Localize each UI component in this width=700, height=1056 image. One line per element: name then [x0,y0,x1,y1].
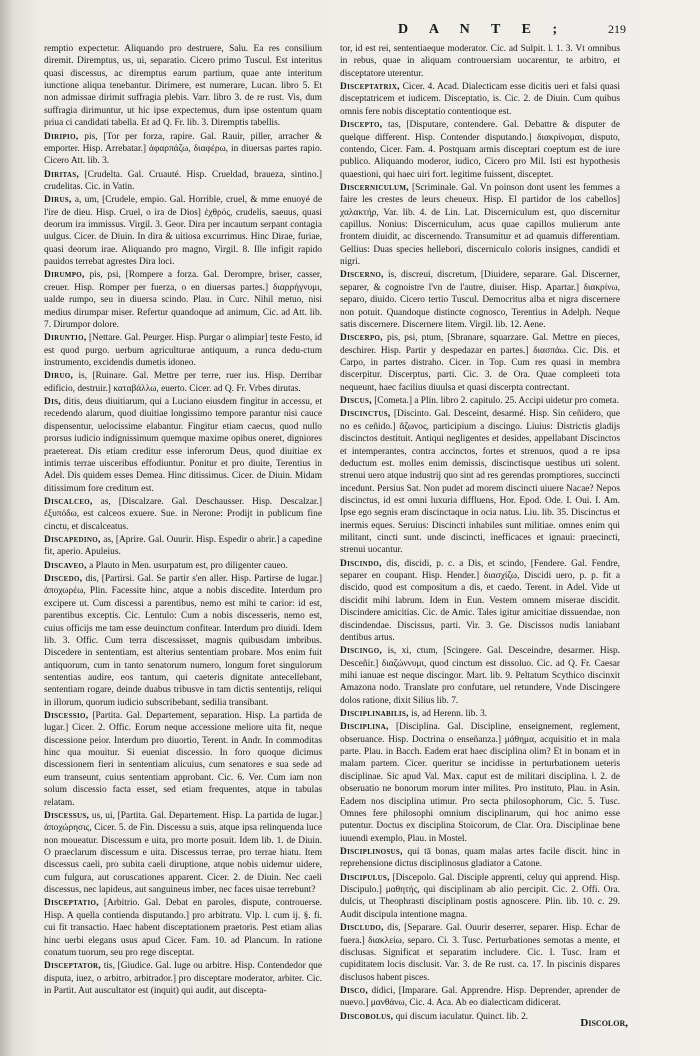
entry-headword: Disciplina, [340,722,389,733]
entry-text: pis, [Tor per forza, rapire. Gal. Rauir, piller, arracher & emporter. Hisp. Arrebatar.] ἀφαρπάζω, διαφέρω, in diuersas partes rapio. Cicero Att. lib. 3. [44,131,322,167]
entry-headword: Discapedino, [44,535,101,546]
entry-headword: Discalceo, [44,496,93,507]
entry-text: Cicer. 4. Acad. Dialecticam esse dicitis ueri et falsi quasi disceptatricem et iudicem. Disceptatio, is. Cic. 2. de Diuin. Cum quibus omnis fere nobis disceptatio contentioque est. [340,82,620,117]
dictionary-entry [340,119,620,181]
dictionary-entry [340,81,620,118]
dictionary-entry [340,645,620,707]
entry-headword: Discessio, [44,711,89,722]
entry-headword: Diripio, [44,131,79,142]
dictionary-entry [44,131,322,168]
entry-text: tis, [Giudice. Gal. Iuge ou arbitre. Hisp. Contendedor que disputa, iuez, o arbitro, arbitrador.] pro disceptare moderator, arbiter. Cic. in Partit. Aut auscultator est (inquit) qui audit, aut discepta- [44,961,322,996]
entry-text: is, ad Herenn. lib. 3. [411,709,488,720]
entry-text: [Arbitrio. Gal. Debat en paroles, dispute, controuerse. Hisp. A quella contienda disputando.] pro arbitratu. Vlp. l. cum ij. §. fi. cui fit transactio. Haec habent disceptationem praetoris. Pest etiam alias hinc uerbi elegans usus apud Cicer. Fam. 10. ad Plancum. In ratione conatum tuorum, seu pro rege disceptat. [44,898,322,958]
entry-headword: Diruo, [44,371,74,382]
entry-headword: Discerpo, [340,333,383,344]
entry-text: [Discepolo. Gal. Disciple apprenti, celuy qui apprend. Hisp. Discipulo.] μαθητής, qui disciplinam ab alio percipit. Cic. 2. Offi. Ora. dulcis, ut Theophrasti disciplinam postis agnoscere. Plin. lib. 10. c. 29. Audit discipula intentione magna. [340,872,620,920]
dictionary-entry [44,534,322,559]
dictionary-entry [340,182,620,269]
right-column [340,43,620,1028]
entry-headword: Discindo, [340,558,382,569]
entry-headword: Disceptatrix, [340,82,400,93]
dictionary-entry [44,573,322,709]
dictionary-entry [340,558,620,645]
entry-text: pis, psi, [Rompere a forza. Gal. Derompre, briser, casser, creuer. Hisp. Romper per fuerza, o en diuersas partes.] διαρρήγνυμι, ualde rumpo, seu in diuersa scindo. Plau. in Curc. Nihil metuo, nisi medius dirumpar miser. Refertur quandoque ad animum, Cic. ad Att. lib. 7. Dirumpor dolore. [44,270,322,330]
entry-headword: Disciplinosus, [340,847,403,857]
dictionary-entry [340,922,620,984]
entry-headword: Diritas, [44,169,80,180]
dictionary-entry [44,897,322,959]
entry-text: [Cometa.] a Plin. libro 2. capitulo. 25. Accipi uidetur pro cometa. [374,396,619,407]
entry-text: is, discreui, discretum, [Diuidere, separare. Gal. Discerner, separer, & cognoistre l'vn de l'autre, diuiser. Hisp. Apartar.] διακρίνω, separo, diuido. Cicero tertio Tuscul. Democritus alba et nigra discernere non potuit. Quandoque distincte cognosco, Terentius in Adelph. Neque satis discernere. Discernere litem. Virgil. lib. 12. Aene. [340,270,620,330]
entry-text: dis, discidi, p. c. a Dis, et scindo, [Fendere. Gal. Fendre, separer en coupant. Hisp. Hender.] διασχίζω, Discidi uero, p. p. fit a discido, quod est compositum a dis, et caedo. Terent. in Adel. Vide ut discidit mihi labrum. Idem in Eun. Vestem omnem miserae discidit. Discindere amicitias. Cic. de Amic. Tales igitur amicitiae dissuendae, non discindendae. Discissus, parti. Vir. 3. Ge. Discissos nudis laniabant dentibus artus. [340,558,620,643]
dictionary-entry [44,810,322,897]
dictionary-entry [340,269,620,331]
entry-text: [Scriminale. Gal. Vn poinson dont usent les femmes a faire les crestes de leurs cheueux. Hisp. El partidor de los cabellos] χαλακτήρ, Var. lib. 4. de Lin. Lat. Discerniculum est, quo discernitur capillus. Nonius: Discerniculum, acus quae capillos mulierum ante frontem diuidit, ac discernendo. Transumitur et ad quamuis differentiam. Gellius: Duas species hellebori, discerniculo coloris insignes, candidi et nigri. [340,182,620,268]
entry-headword: Disciplinabilis, [340,709,409,720]
entry-headword: Discingo, [340,646,383,657]
dictionary-entry [44,194,322,268]
entry-headword: Disceptatio, [44,898,99,909]
entry-text: is, xi, ctum, [Scingere. Gal. Desceindre, desarmer. Hisp. Desceñir.] διαζώννυμι, quod cinctum est dissoluo. Cic. ad Q. Fr. Caesar mihi ianuae est neque discingor. Mart. lib. 9. Peltatum Scythico discinxit Amazona nodo. Translate pro confutare, uel retundere, Vnde Discingere dolos ratione, dixit Silius lib. 7. [340,646,620,706]
entry-text: tor, id est rei, sententiaeque moderator. Cic. ad Sulpit. l. 1. 3. Vt omnibus in rebus, quae in aliquam controuersiam uocarentur, te arbitro, et disceptatore uterentur. [340,44,620,79]
entry-headword: Discedo, [44,574,83,585]
page-number: 219 [608,22,626,36]
dictionary-entry [340,43,620,80]
dictionary-entry [340,721,620,845]
dictionary-entry [44,370,322,395]
entry-text: is, [Ruinare. Gal. Mettre per terre, ruer ius. Hisp. Derribar edificio, destruir.] καταβάλλω, euerto. Cicer. ad Q. Fr. Vrbes dirutas. [44,371,322,394]
entry-text: remptio expectetur. Aliquando pro destruere, Salu. Ea res consilium diremit. Diremptus, us, ui, separatio. Cicero primo Tuscul. Est interitus quasi discessus, ac diremptus earum partium, quae ante interitum iunctione aliqua tenebantur. Dirimere, est numerare, Lucan. libro 5. Et non admissae dirimit suffragia plebis. Varr. libro 3. de re rust. Vis, dum suffragia dirimuntur, ut hic ipse expectemus, dum ipse ostentum quam priua ci candidati tabella. Et ad Q. Fr. lib. 3. Diremptis tabellis. [44,44,322,129]
entry-headword: Discinctus, [340,409,391,420]
entry-text: dis, [Separare. Gal. Ouurir deserrer, separer. Hisp. Echar de fuera.] διακλείω, separo. Ci. 3. Tusc. Perturbationes semotas a mente, et disclusas. Significat et separatim includere. Cic. I. Tusc. Iram et cupiditatem locis disclusit. Var. 3. de Re rust. ca. 17. In piscinis dispares disclusos habent pisces. [340,923,620,983]
entry-text: as, [Aprire. Gal. Ouurir. Hisp. Espedir o abrir.] a capedine fit, aperio. Apuleius. [44,535,322,558]
dictionary-entry [340,408,620,556]
page-header [0,22,700,40]
dictionary-entry [340,846,620,871]
entry-headword: Diruntio, [44,333,87,344]
entry-text: [Disciplina. Gal. Discipline, enseignement, reglement, obseruance. Hisp. Doctrina o enseñanza.] μάθημα, acquisitio et in mala parte. Plau. in Bacch. Eadem erat haec disciplina olim? Et in bonam et in malam partem. Cicer. queritur se incidisse in perturbationem ueteris disciplinae. Sic apud Val. Max. caput est de militari disciplina. l. 2. de obseruatio ne bonorum morum inter milites. Pro instituto, Plau. in Asin. Eadem nos disciplina utimur. Pro secta philosophorum, Cic. 5. Tusc. Omnes fere philosophi omnium disciplinarum, qui hoc animo esse putentur. Doctus ex disciplina Stoicorum, de Clar. Ora. Disciplinae bene iuuendi exemplo, Plau. in Mostel. [340,722,620,844]
entry-text: pis, psi, ptum, [Sbranare, squarzare. Gal. Mettre en pieces, deschirer. Hisp. Partir y despedazar en partes.] διασπάω. Cic. Dis. et Carpo, in partes distraho. Cicer. in Top. Cum res quasi in membra discerpitur. Discerptus, parti. Cic. 3. de Ora. Quae compleeti tota nequeunt, haec facilius diuulsa et quasi discerpta contrectant. [340,333,620,393]
entry-headword: Discipulus, [340,872,390,883]
entry-text: [Crudelta. Gal. Cruauté. Hisp. Crueldad, braueza, sintino.] crudelitas. Cic. in Vatin. [44,169,322,192]
entry-text: us, ui, [Partita. Gal. Departement. Hisp. La partida de lugar.] ἀποχώρησις, Cicer. 5. de Fin. Discessu a suis, atque ipsa relinquenda luce non moueatur. Discessum e uita, pro morte posuit. Idem lib. 1. de Diuin. O praeclarum discessum e uita. Discessus terrae, pro terrae hiatu. Item discessus caeli, pro subita caeli diruptione, atque nobis uidemur uidere, cum fulgura, aut coruscationes apparent. Cicer. 2. de Diuin. Nec caeli discessus, nec lapideus, aut sanguineus imber, nec faces uisae terrebunt? [44,810,322,896]
dictionary-entry [44,169,322,194]
dictionary-entry [340,332,620,394]
entry-text: as, [Discalzare. Gal. Deschausser. Hisp. Descalzar.] ἐξυπόδω, est calceos exuere. Sue. in Nerone: Prodijt in publicum fine cinctu, et discalceatus. [44,496,322,532]
page-gutter-shadow [0,0,14,1056]
dictionary-entry [340,395,620,407]
entry-headword: Dis, [44,397,61,408]
entry-headword: Disceptator, [44,961,102,972]
entry-headword: Disco, [340,985,369,996]
dictionary-entry [340,985,620,1010]
entry-headword: Discessus, [44,810,90,821]
dictionary-entry [44,269,322,331]
entry-headword: Discus, [340,396,372,407]
entry-headword: Discerno, [340,270,384,281]
entry-headword: Dirumpo, [44,270,85,281]
dictionary-entry [44,960,322,997]
entry-headword: Discludo, [340,923,384,934]
dictionary-entry [340,1011,620,1023]
entry-text: qui discum iaculatur. Quinct. lib. 2. [395,1011,529,1022]
catchword: Discolor, [580,1017,628,1029]
entry-text: a, um, [Crudele, empio. Gal. Horrible, cruel, & mme enuoyé de l'ire de dieu. Hisp. Cruel, o ira de Dios] ἐχθρός, crudelis, saeuus, quasi deorum ira immissus. Virgil. 3. Geor. Dira per incautum serpant contagia uulgus. Cicer. de Diuin. In dira & uitiosa excurrimus. Hinc Dirae, furiae, quasi deorum irae. Aliquando pro magno, Virgil. 8. Ille infigit rapido pauidos terrebat agrestes Dira loci. [44,195,322,268]
running-head: D A N T E ; [398,22,567,37]
dictionary-entry [44,496,322,533]
left-column [44,43,322,1028]
dictionary-entry [340,708,620,720]
dictionary-entry [44,396,322,495]
entry-text: didici, [Imparare. Gal. Apprendre. Hisp. Deprender, aprender de nuevo.] μανθάνω, Cic. 4. Aca. Ab eo dialecticam didicerat. [340,985,620,1009]
entry-headword: Discerniculum, [340,182,409,193]
entry-headword: Discobolus, [340,1011,394,1022]
dictionary-entry [44,560,322,572]
entry-text: [Discinto. Gal. Desceint, desarmé. Hisp. Sin ceñidero, que no es ceñido.] ἄζωνος, participium a discingo. Liuius: Districtis gladijs discinctos destituit. Antiqui negligentes et desides, appellabant Discinctos et intemperantes, contra accinctos, fortes et strenuos, quod a re ipsa deductum est. molles enim demissis, discinctisque uestibus uti solent. strenui uero atque industrij quo sint ad res gerendas promptiores, succincti incedunt. Persius Sat. Non pudet ad morem discincti uiuere Nacae? Nepos discinctus, id est omni luxuria diffluens, Hor. Epod. Ode. I. Oui. I. Am. Ipse ego segnis eram discinctaque in ocia natus. Liu. lib. 35. Discinctus et inermis eques. Seruius: Discincti inhabiles sunt militiae. omnes enim qui militant, cincti sunt. unde discincti, inefficaces et ignaui: praecincti, strenui uocantur. [340,409,620,556]
entry-text: [Nettare. Gal. Peurger. Hisp. Purgar o alimpiar] teste Festo, id est quod purgo. uerbum agriculturae antiquum, a runca dedu-ctum instrumento, excidendis dumetis idoneo. [44,333,322,368]
entry-headword: Discaveo, [44,560,87,571]
entry-text: dis, [Partirsi. Gal. Se partir s'en aller. Hisp. Partirse de lugar.] ἀποχωρέω, Plin. Facessite hinc, atque a nobis discedite. Interdum pro excipere ut. Cum discessi a parentibus, nemo est mihi te carior: id est, parentibus exceptis. Cic. Lentulo: Cum a nobis discesseris, nemo est, cuius officijs me tam esse deuinctum confitear. Interdum pro diuidi. Idem lib. 3. Offic. Cum terra discessisset, magnis quibusdam imbribus. Discedere in sententiam, est alterius sententiam probare. Mos enim fuit antiquorum, cum in tanto senatorum numero, longum foret singulorum sententias audire, eos tantum, qui caeteris dignitate antecellebant, sententiam rogare, deinde duabus tribusve in tam dictis sententijs, reliqui in illorum, quorum iudicio subscribebant, sedilia transibant. [44,574,322,708]
entry-text: ditis, deus diuitiarum, qui a Luciano eiusdem fingitur in accessu, et recedendo alarum, quod diuitiae longissimo tempore parantur nisi cauce dispensentur, uelocissime elabantur. Fingitur etiam caecus, quod nullo prorsus iudicio indignissimum quemque maxime opibus oneret, digniores praetereat. Dis etiam creditur esse inferorum Deus, quod diuitiae ex intimis terrae uisceribus effodiuntur. Ponitur et pro diuite, Terentius in Adel. Dis quidem esses Demea. Hinc ditissimus. Cicer. de Diuin. Midam ditissimum fore creditum est. [44,397,322,494]
dictionary-entry [44,43,322,130]
entry-headword: Discepto, [340,120,383,131]
dictionary-entry [44,710,322,809]
dictionary-entry [340,872,620,921]
entry-text: a Plauto in Men. usurpatum est, pro diligenter caueo. [89,560,288,571]
entry-text: qui tā bonas, quam malas artes facile discit. hinc in reprehensione dictus disciplinosus gladiator a Catone. [340,847,620,870]
dictionary-entry [44,332,322,369]
entry-headword: Dirus, [44,195,72,206]
entry-text: [Partita. Gal. Departement, separation. Hisp. La partida de lugar.] Cicer. 2. Offic. Eorum neque accessione meliore uita fit, neque discessione peior. Interdum pro diuortio, Terent. in Andr. In commoditas hinc qua mouitur. Si eueniat discessio. In foro quoque dicimus discessionem fieri in sententiam alicuius, cum senatores e sua sede ad eum transeunt, cuius sententiam approbant. Cic. 6. Ver. Cum iam non solum discessio facta esset, sed etiam frequentes, atque in tabulas relatam. [44,711,322,808]
entry-text: tas, [Disputare, contendere. Gal. Debattre & disputer de quelque different. Hisp. Contender disputando.] διακρίνομαι, disputo, contendo, Cicer. Fam. 4. Postquam armis disceptari coeptum est de iure publico. Aliquando moderor, iudico, Cicero pro Mil. Isti est hypothesis quaestioni, qui haec uiri fort. legitime fuissent, disceptet. [340,120,620,180]
